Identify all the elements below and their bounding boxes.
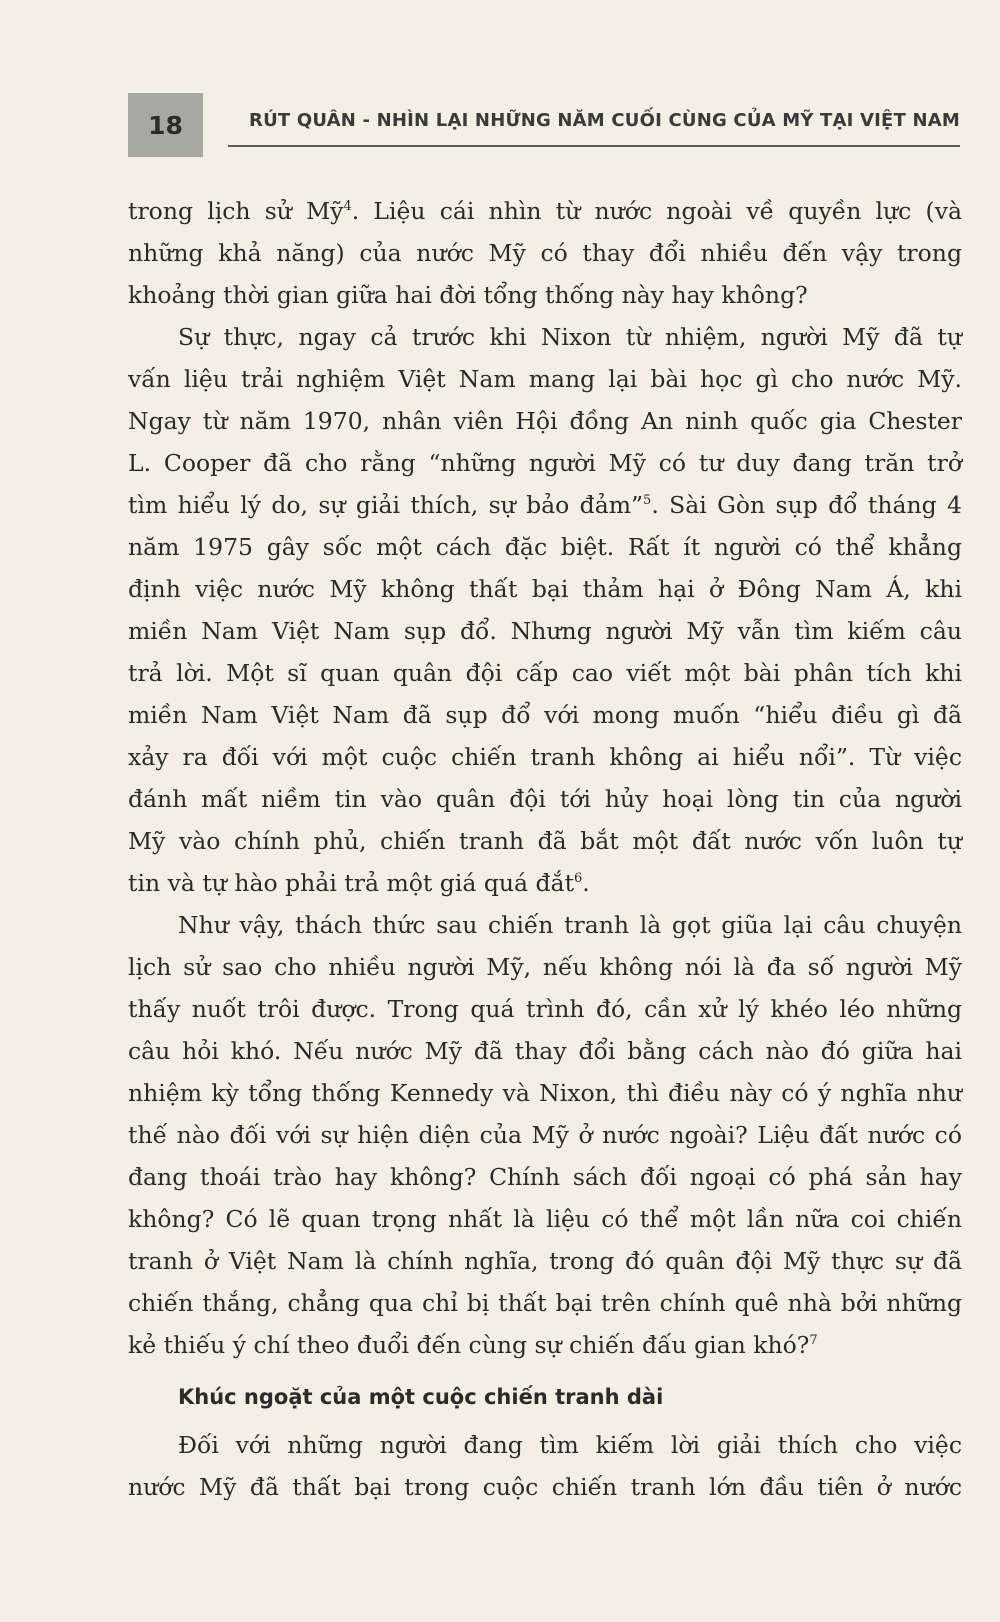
text-line: Đối với những người đang tìm kiếm lời giải thích cho việc [178, 1431, 962, 1459]
text-line: Sự thực, ngay cả trước khi Nixon từ nhiệm, người Mỹ đã tự [178, 323, 962, 351]
footnote-ref: 6 [574, 871, 583, 887]
text-line: nước Mỹ đã thất bại trong cuộc chiến tranh lớn đầu tiên ở nước [128, 1473, 962, 1501]
text-line: chiến thắng, chẳng qua chỉ bị thất bại trên chính quê nhà bởi những [128, 1289, 962, 1317]
text-line: tin và tự hào phải trả một giá quá đắt$^6$. [128, 869, 590, 897]
text-line: L. Cooper đã cho rằng “những người Mỹ có tư duy đang trăn trở [128, 449, 962, 477]
text-line: năm 1975 gây sốc một cách đặc biệt. Rất ít người có thể khẳng [128, 533, 962, 561]
text-line: Mỹ vào chính phủ, chiến tranh đã bắt một đất nước vốn luôn tự [128, 827, 962, 855]
text-line: tìm hiểu lý do, sự giải thích, sự bảo đảm”$^5$. Sài Gòn sụp đổ tháng 4 [128, 491, 962, 519]
text-line: kẻ thiếu ý chí theo đuổi đến cùng sự chiến đấu gian khó?$^7$ [128, 1331, 818, 1359]
text-line: đang thoái trào hay không? Chính sách đối ngoại có phá sản hay [128, 1163, 962, 1191]
text-line: câu hỏi khó. Nếu nước Mỹ đã thay đổi bằng cách nào đó giữa hai [128, 1037, 962, 1065]
text-line: Như vậy, thách thức sau chiến tranh là gọt giũa lại câu chuyện [178, 911, 962, 939]
text-line: vấn liệu trải nghiệm Việt Nam mang lại bài học gì cho nước Mỹ. [128, 365, 962, 393]
text-line: miền Nam Việt Nam sụp đổ. Nhưng người Mỹ vẫn tìm kiếm câu [128, 617, 962, 645]
text-line: lịch sử sao cho nhiều người Mỹ, nếu không nói là đa số người Mỹ [128, 953, 962, 981]
text-line: nhiệm kỳ tổng thống Kennedy và Nixon, thì điều này có ý nghĩa như [128, 1079, 962, 1107]
text-line: tranh ở Việt Nam là chính nghĩa, trong đó quân đội Mỹ thực sự đã [128, 1247, 962, 1275]
text-line: thấy nuốt trôi được. Trong quá trình đó, cần xử lý khéo léo những [128, 995, 962, 1023]
text-line: khoảng thời gian giữa hai đời tổng thống này hay không? [128, 281, 808, 309]
text-line: định việc nước Mỹ không thất bại thảm hại ở Đông Nam Á, khi [128, 575, 962, 603]
text-line: thế nào đối với sự hiện diện của Mỹ ở nước ngoài? Liệu đất nước có [128, 1121, 962, 1149]
page-number: 18 [148, 110, 183, 140]
section-heading: Khúc ngoặt của một cuộc chiến tranh dài [178, 1385, 664, 1409]
text-line: xảy ra đối với một cuộc chiến tranh không ai hiểu nổi”. Từ việc [128, 743, 962, 771]
text-line: Ngay từ năm 1970, nhân viên Hội đồng An ninh quốc gia Chester [128, 407, 962, 435]
footnote-ref: 5 [643, 493, 652, 509]
text-line: miền Nam Việt Nam đã sụp đổ với mong muốn “hiểu điều gì đã [128, 701, 962, 729]
text-line: trong lịch sử Mỹ$^4$. Liệu cái nhìn từ nước ngoài về quyền lực (và [128, 197, 962, 225]
running-title: RÚT QUÂN - NHÌN LẠI NHỮNG NĂM CUỐI CÙNG CỦA MỸ TẠI VIỆT NAM [249, 110, 960, 131]
header-rule [228, 145, 960, 147]
text-line: đánh mất niềm tin vào quân đội tới hủy hoại lòng tin của người [128, 785, 962, 813]
page-number-box [128, 93, 203, 157]
body-text [128, 190, 962, 1508]
footnote-ref: 7 [809, 1333, 818, 1349]
text-line: những khả năng) của nước Mỹ có thay đổi nhiều đến vậy trong [128, 239, 962, 267]
text-line: trả lời. Một sĩ quan quân đội cấp cao viết một bài phân tích khi [128, 659, 962, 687]
footnote-ref: 4 [343, 199, 352, 215]
text-line: không? Có lẽ quan trọng nhất là liệu có thể một lần nữa coi chiến [128, 1205, 962, 1233]
